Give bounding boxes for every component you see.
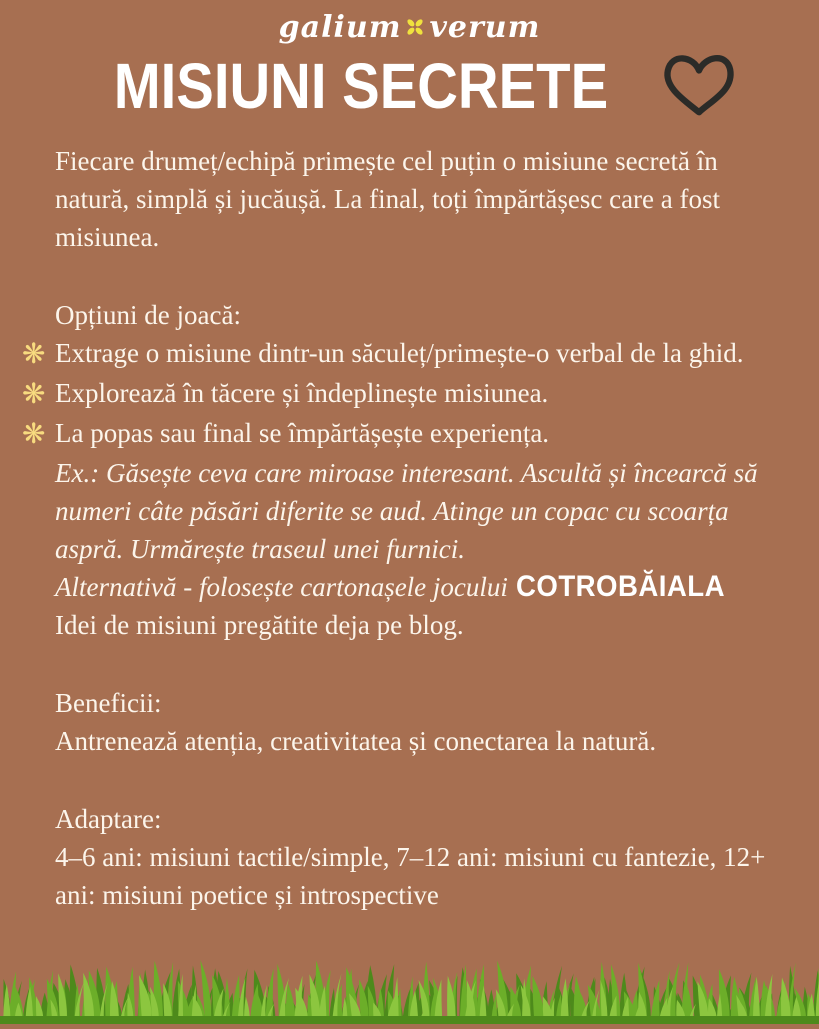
grass-decoration	[0, 952, 819, 1024]
asterisk-bullet-icon: ❋	[22, 377, 46, 410]
content	[0, 126, 819, 914]
cotrobaiala-logo: COTROBĂIALA	[515, 570, 725, 603]
flower-icon	[405, 10, 425, 45]
bullet-item	[22, 374, 791, 414]
alternative-line	[55, 568, 791, 606]
bullet-item	[22, 334, 791, 374]
example-text: Ex.: Găsește ceva care miroase interesant. Ascultă și încearcă să numeri câte păsări diferite se aud. Atinge un copac cu scoarța aspră. Urmărește traseul unei furnici.	[55, 458, 758, 564]
benefits-text: Antrenează atenția, creativitatea și conectarea la natură.	[55, 726, 657, 756]
adaptation-text: 4–6 ani: misiuni tactile/simple, 7–12 ani: misiuni cu fantezie, 12+ ani: misiuni poetice și introspective	[55, 842, 766, 910]
bullet-item	[22, 414, 791, 454]
bullet-text: Extrage o misiune dintr-un săculeț/primește-o verbal de la ghid.	[55, 338, 744, 368]
brand-logo	[0, 0, 819, 45]
brand-left-text: galium	[278, 10, 402, 45]
blog-note: Idei de misiuni pregătite deja pe blog.	[55, 610, 464, 640]
options-heading: Opțiuni de joacă:	[55, 300, 241, 330]
alternative-prefix-text: Alternativă - folosește cartonașele jocului	[55, 572, 508, 602]
page-title: MISIUNI SECRETE	[113, 49, 608, 122]
heart-icon	[659, 51, 739, 126]
bullet-text: La popas sau final se împărtășește experiența.	[55, 418, 550, 448]
brand-right-text: verum	[429, 10, 541, 45]
benefits-heading: Beneficii:	[55, 688, 162, 718]
intro-paragraph: Fiecare drumeț/echipă primește cel puțin o misiune secretă în natură, simplă și jucăușă. La final, toți împărtășesc care a fost misiunea.	[55, 146, 721, 252]
title-row	[0, 45, 819, 126]
asterisk-bullet-icon: ❋	[22, 417, 46, 450]
adaptation-heading: Adaptare:	[55, 804, 162, 834]
bullet-text: Explorează în tăcere și îndeplinește misiunea.	[55, 378, 549, 408]
asterisk-bullet-icon: ❋	[22, 337, 46, 370]
